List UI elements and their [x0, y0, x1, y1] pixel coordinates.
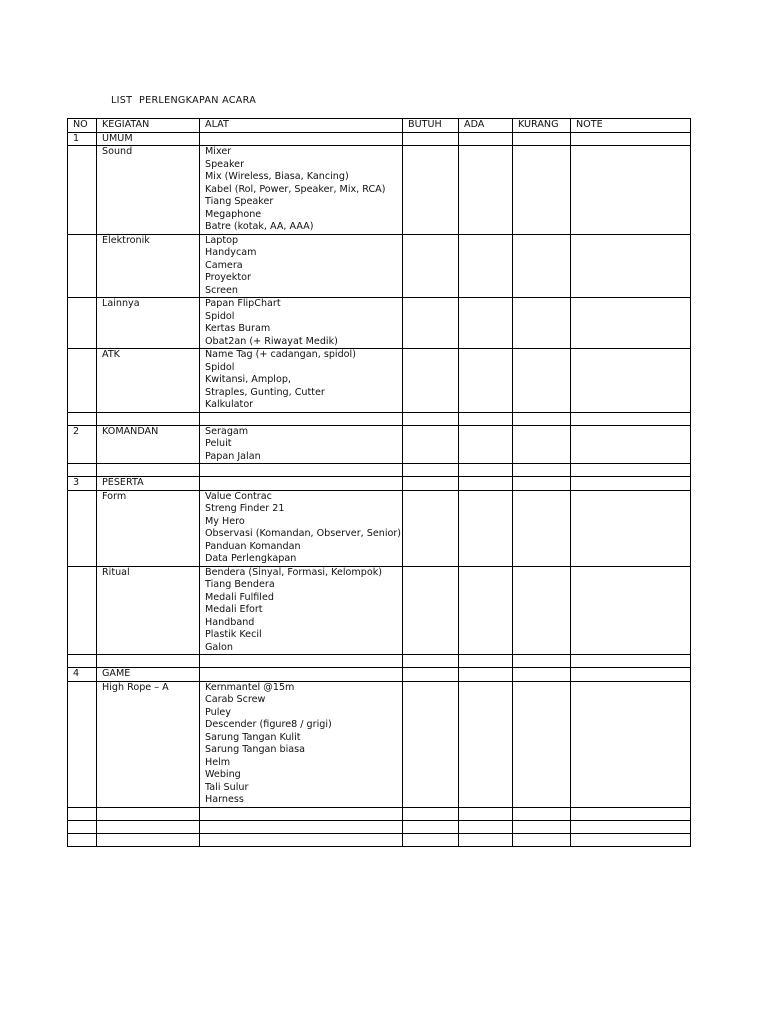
activity-row — [68, 349, 691, 413]
item: Papan FlipChart — [205, 298, 281, 309]
item: Observasi (Komandan, Observer, Senior) — [205, 528, 402, 539]
item: Handband — [205, 616, 255, 628]
header-kegiatan: KEGIATAN — [97, 119, 200, 133]
item: Sarung Tangan Kulit — [205, 731, 301, 743]
section-number: 1 — [68, 132, 97, 146]
item-list — [200, 566, 403, 655]
item: Kertas Buram — [205, 323, 271, 334]
activity-row — [68, 566, 691, 655]
item: Kwitansi, Amplop, — [205, 374, 291, 385]
item-list — [200, 146, 403, 235]
item: Tiang Bendera — [205, 579, 275, 590]
header-kurang: KURANG — [513, 119, 571, 133]
section-name: GAME — [97, 668, 200, 682]
item: Tiang Speaker — [205, 196, 274, 207]
activity-name: Sound — [97, 146, 200, 235]
item: Peluit — [205, 438, 232, 449]
item: Webing — [205, 769, 241, 780]
item: Puley — [205, 706, 231, 718]
item: Sarung Tangan biasa — [205, 744, 306, 755]
item: Spidol — [205, 361, 235, 373]
item: Speaker — [205, 158, 245, 170]
item: Mix (Wireless, Biasa, Kancing) — [205, 171, 349, 182]
item: Straples, Gunting, Cutter — [205, 386, 325, 398]
item: Medali Efort — [205, 604, 263, 615]
section-number: 4 — [68, 668, 97, 682]
item-list — [200, 298, 403, 349]
section-name: KOMANDAN — [97, 425, 200, 464]
empty-row — [68, 807, 691, 820]
header-butuh: BUTUH — [403, 119, 459, 133]
activity-name: Elektronik — [97, 234, 200, 298]
section-row — [68, 425, 691, 464]
item: Laptop — [205, 234, 239, 246]
item: My Hero — [205, 515, 245, 527]
item: Carab Screw — [205, 694, 266, 705]
item: Seragam — [205, 425, 249, 437]
activity-row — [68, 490, 691, 566]
empty-row — [68, 655, 691, 668]
item: Panduan Komandan — [205, 540, 301, 552]
item: Papan Jalan — [205, 450, 261, 462]
section-row — [68, 668, 691, 682]
item: Obat2an (+ Riwayat Medik) — [205, 335, 338, 347]
header-note: NOTE — [571, 119, 691, 133]
activity-name: High Rope – A — [97, 681, 200, 807]
item: Megaphone — [205, 208, 262, 220]
section-row — [68, 477, 691, 491]
item-list — [200, 425, 403, 464]
item: Screen — [205, 284, 238, 296]
item: Galon — [205, 641, 233, 653]
activity-row — [68, 234, 691, 298]
item: Harness — [205, 794, 244, 805]
activity-row — [68, 681, 691, 807]
item: Handycam — [205, 247, 257, 258]
empty-row — [68, 820, 691, 833]
item-list — [200, 681, 403, 807]
item: Plastik Kecil — [205, 629, 262, 640]
header-no: NO — [68, 119, 97, 133]
item: Streng Finder 21 — [205, 503, 285, 514]
header-alat: ALAT — [200, 119, 403, 133]
header-ada: ADA — [459, 119, 513, 133]
activity-row — [68, 298, 691, 349]
item: Data Perlengkapan — [205, 553, 297, 564]
item: Proyektor — [205, 272, 251, 283]
item: Medali Fulfiled — [205, 591, 274, 603]
section-number: 3 — [68, 477, 97, 491]
empty-row — [68, 412, 691, 425]
item: Spidol — [205, 310, 235, 322]
empty-row — [68, 464, 691, 477]
item-list — [200, 234, 403, 298]
item: Value Contrac — [205, 490, 272, 502]
item: Tali Sulur — [205, 781, 249, 793]
activity-name: Lainnya — [97, 298, 200, 349]
section-number: 2 — [68, 425, 97, 464]
item: Batre (kotak, AA, AAA) — [205, 221, 314, 232]
document-title: LIST PERLENGKAPAN ACARA — [111, 95, 257, 106]
activity-name: ATK — [97, 349, 200, 413]
item-list — [200, 349, 403, 413]
item: Descender (figure8 / grigi) — [205, 719, 332, 730]
activity-name: Form — [97, 490, 200, 566]
table-header-row — [68, 119, 691, 133]
item: Bendera (Sinyal, Formasi, Kelompok) — [205, 566, 382, 578]
item-list — [200, 490, 403, 566]
empty-row — [68, 833, 691, 846]
item: Helm — [205, 756, 231, 768]
item: Kabel (Rol, Power, Speaker, Mix, RCA) — [205, 183, 386, 195]
item: Kernmantel @15m — [205, 681, 295, 693]
section-name: PESERTA — [97, 477, 200, 491]
item: Kalkulator — [205, 399, 254, 410]
activity-row — [68, 146, 691, 235]
activity-name: Ritual — [97, 566, 200, 655]
section-row — [68, 132, 691, 146]
section-name: UMUM — [97, 132, 200, 146]
item: Name Tag (+ cadangan, spidol) — [205, 349, 356, 360]
item: Camera — [205, 259, 243, 271]
equipment-table — [67, 118, 691, 847]
item: Mixer — [205, 146, 232, 157]
